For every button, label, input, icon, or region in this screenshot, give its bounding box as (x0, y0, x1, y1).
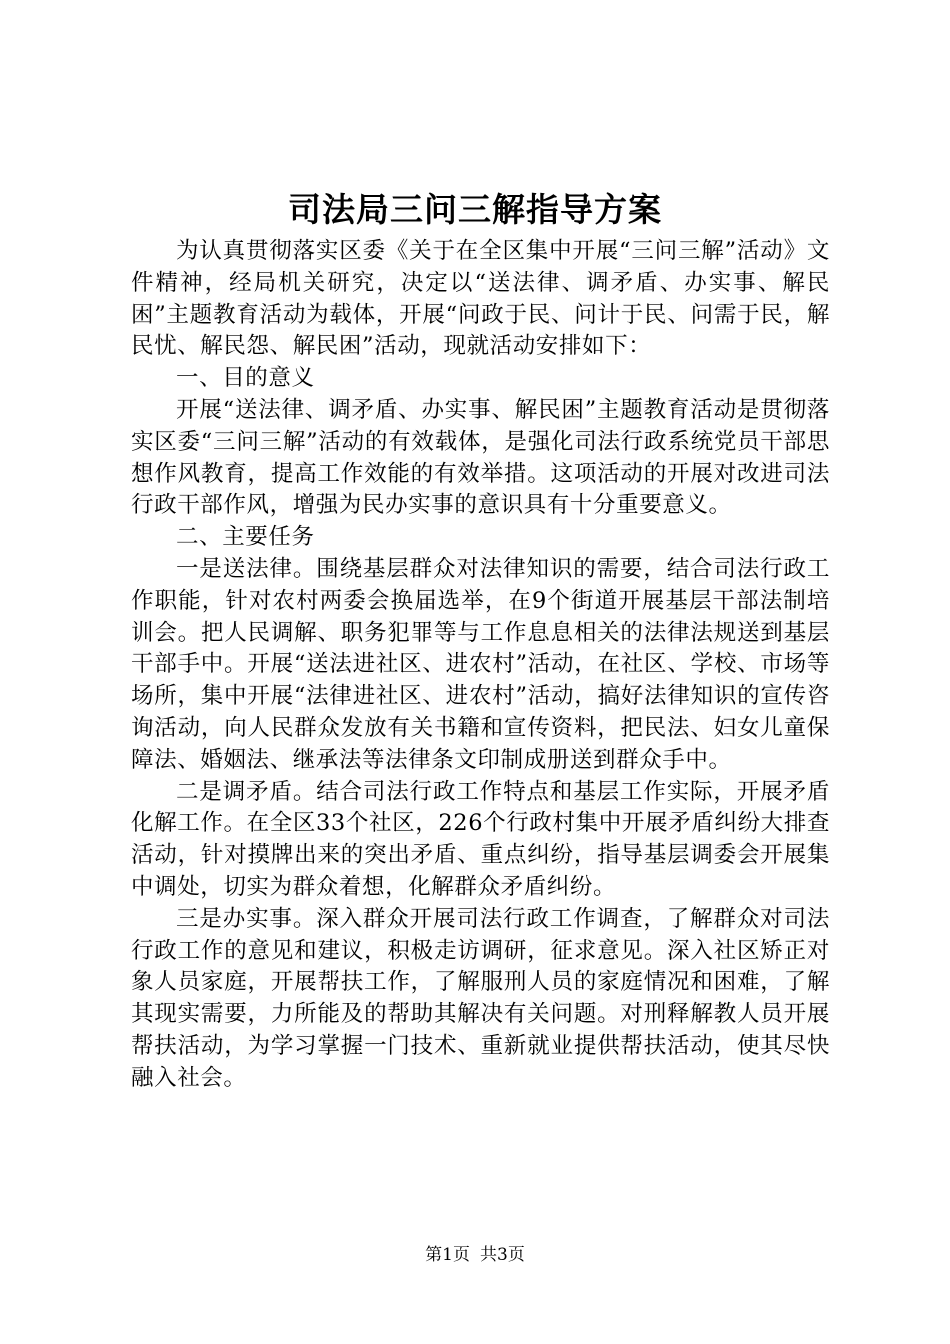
page-footer (0, 1243, 950, 1267)
page-number: 第1页 (425, 1245, 470, 1265)
document-title: 司法局三问三解指导方案 (288, 190, 662, 229)
task-paragraph-law: 一是送法律。围绕基层群众对法律知识的需要，结合司法行政工作职能，针对农村两委会换届选举，在9个街道开展基层干部法制培训会。把人民调解、职务犯罪等与工作息息相关的法律法规送到基层干部手中。开展“送法进社区、进农村”活动，在社区、学校、市场等场所，集中开展“法律进社区、进农村”活动，搞好法律知识的宣传咨询活动，向人民群众发放有关书籍和宣传资料，把民法、妇女儿童保障法、婚姻法、继承法等法律条文印制成册送到群众手中。 (131, 555, 830, 773)
page-total: 共3页 (480, 1245, 525, 1265)
document-body (131, 236, 830, 1095)
purpose-paragraph: 开展“送法律、调矛盾、办实事、解民困”主题教育活动是贯彻落实区委“三问三解”活动的有效载体，是强化司法行政系统党员干部思想作风教育，提高工作效能的有效举措。这项活动的开展对改进司法行政干部作风，增强为民办实事的意识具有十分重要意义。 (131, 396, 830, 519)
section-heading-tasks: 二、主要任务 (176, 524, 315, 551)
intro-paragraph: 为认真贯彻落实区委《关于在全区集中开展“三问三解”活动》文件精神，经局机关研究，决定以“送法律、调矛盾、办实事、解民困”主题教育活动为载体，开展“问政于民、问计于民、问需于民，解民忧、解民怨、解民困”活动，现就活动安排如下： (131, 238, 830, 360)
task-paragraph-practical: 三是办实事。深入群众开展司法行政工作调查，了解群众对司法行政工作的意见和建议，积极走访调研，征求意见。深入社区矫正对象人员家庭，开展帮扶工作，了解服刑人员的家庭情况和困难，了解其现实需要，力所能及的帮助其解决有关问题。对刑释解教人员开展帮扶活动，为学习掌握一门技术、重新就业提供帮扶活动，使其尽快融入社会。 (131, 905, 830, 1091)
task-paragraph-disputes: 二是调矛盾。结合司法行政工作特点和基层工作实际，开展矛盾化解工作。在全区33个社区，226个行政村集中开展矛盾纠纷大排查活动，针对摸牌出来的突出矛盾、重点纠纷，指导基层调委会开展集中调处，切实为群众着想，化解群众矛盾纠纷。 (131, 778, 830, 900)
section-heading-purpose: 一、目的意义 (176, 365, 315, 392)
